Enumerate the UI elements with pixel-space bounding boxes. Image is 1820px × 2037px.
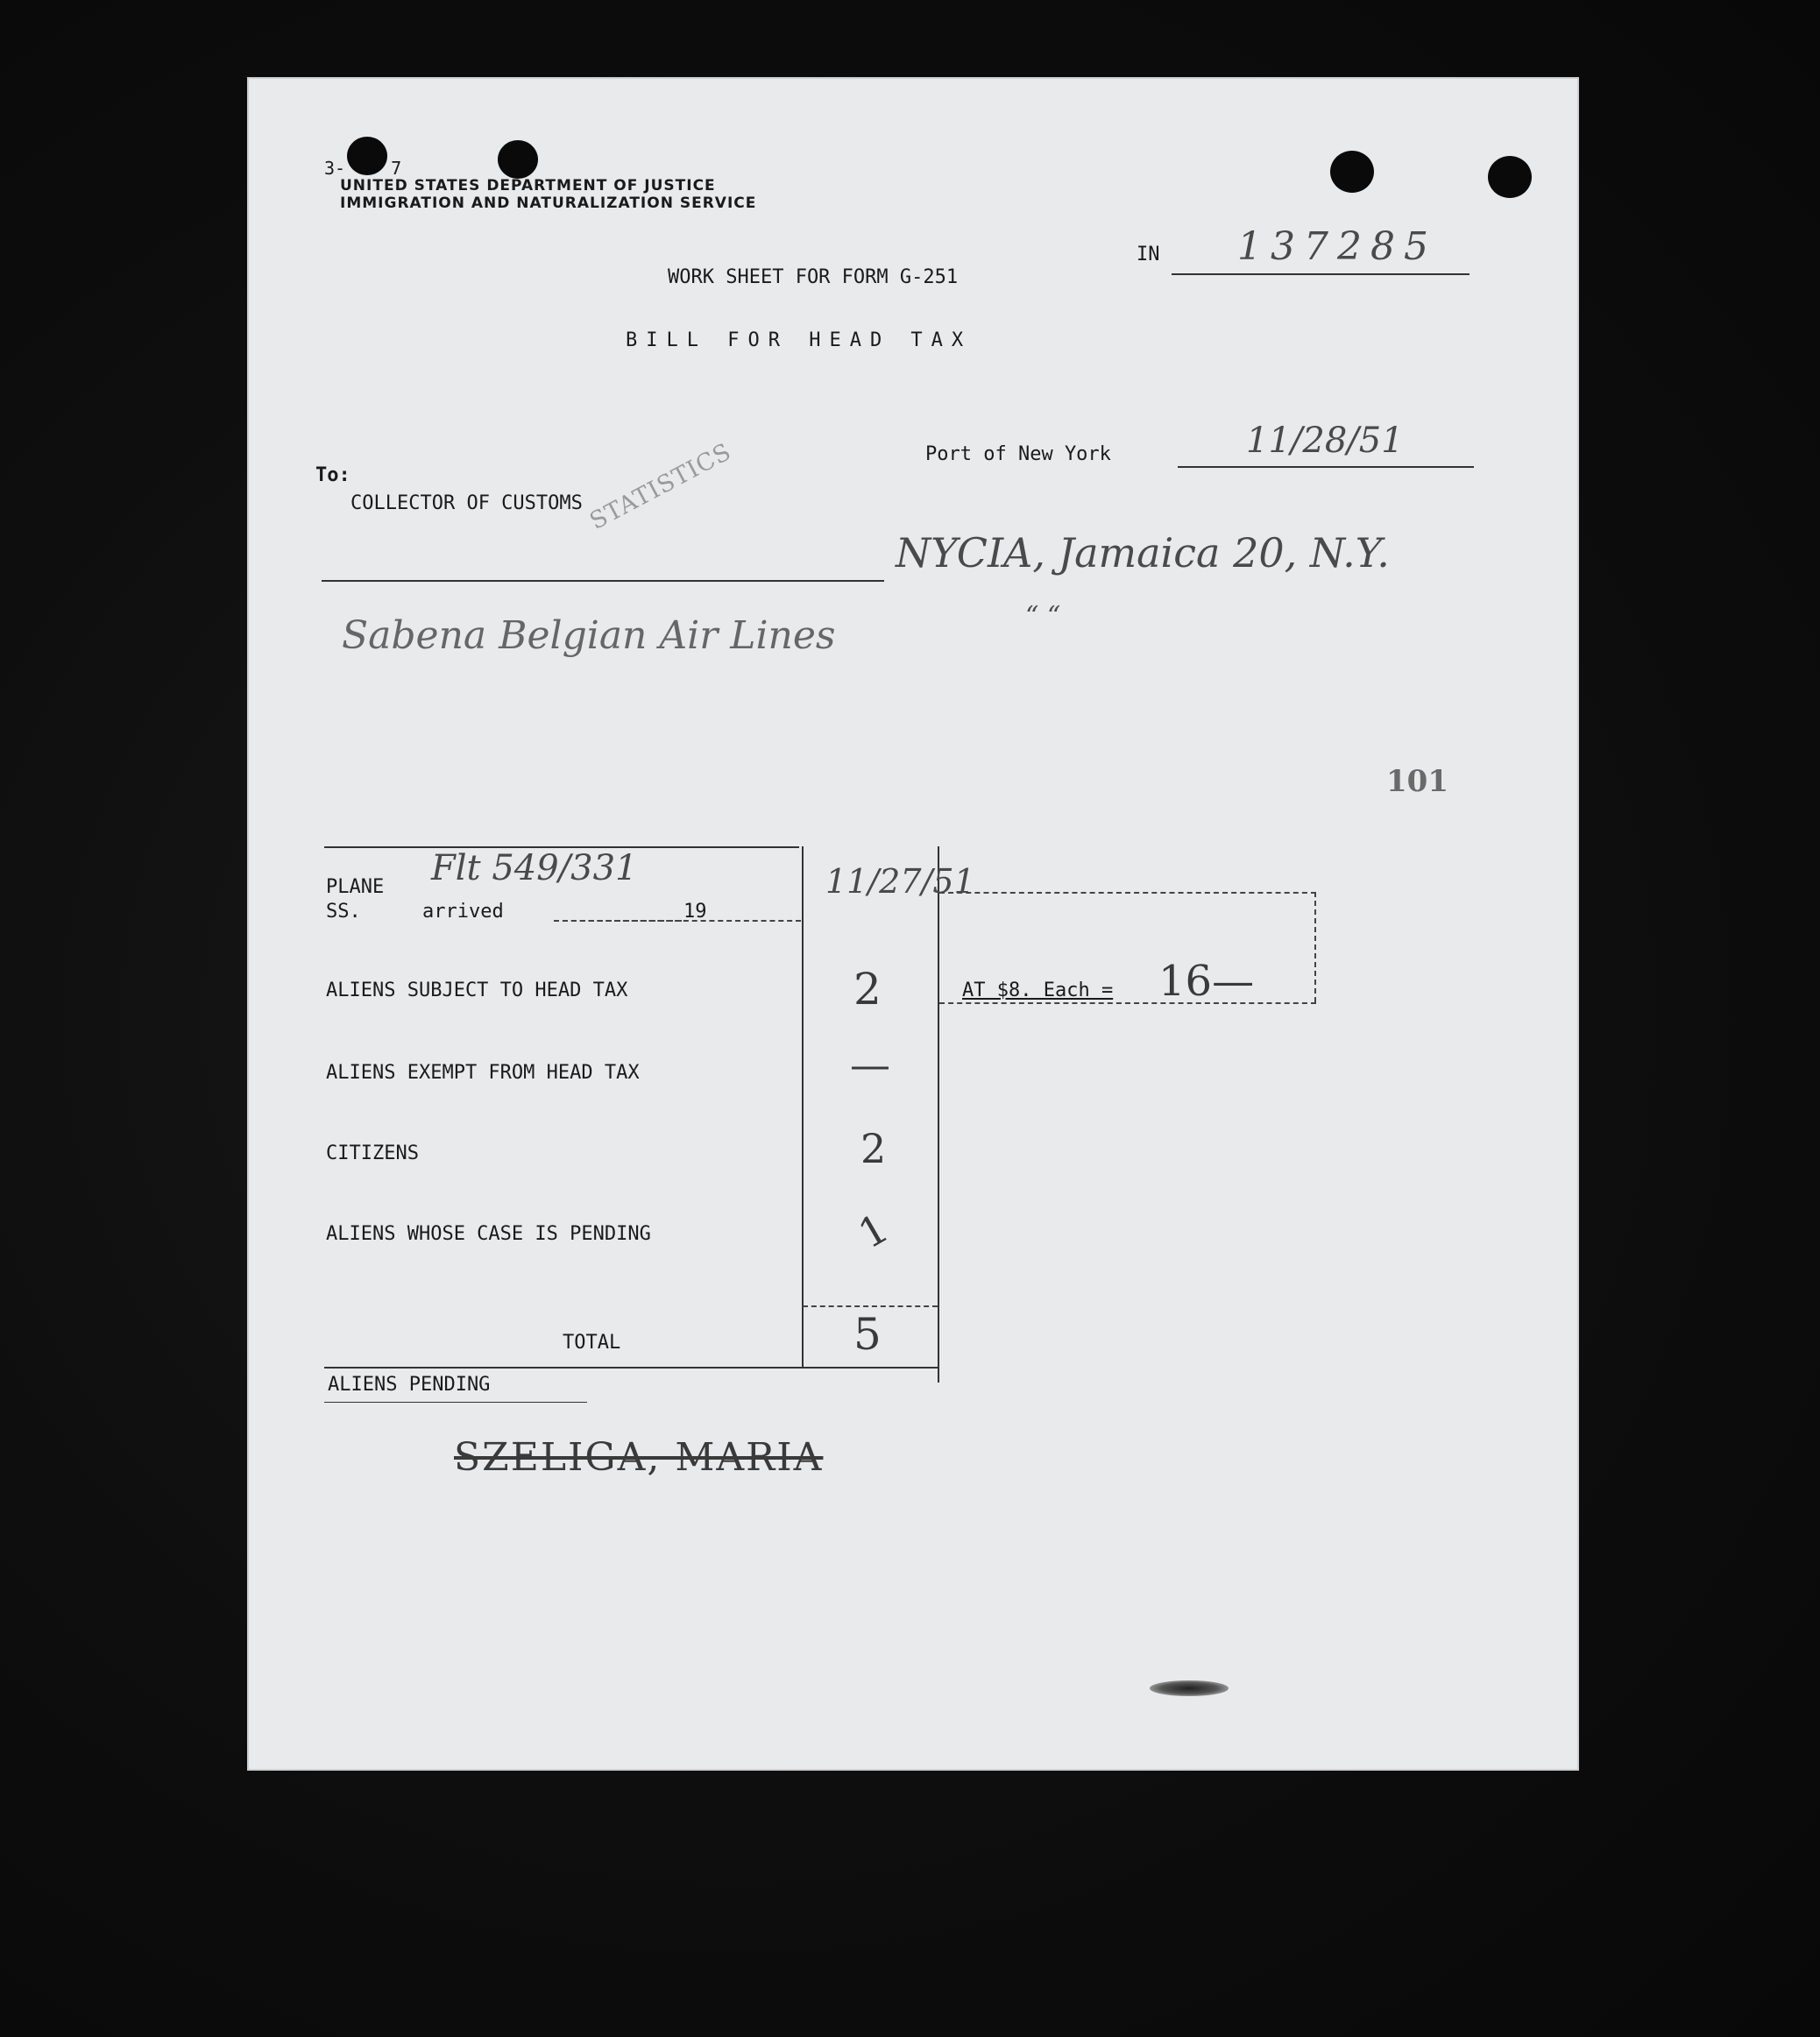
year-prefix: 19 [683,901,707,923]
row-label-exempt: ALIENS EXEMPT FROM HEAD TAX [326,1062,640,1084]
in-number-underline [1172,273,1469,275]
page-number: 101 [1386,764,1448,799]
rate-box-bottom [939,1002,1316,1004]
arrival-date-handwritten: 11/27/51 [825,862,975,901]
punch-hole-right-2 [1488,156,1532,198]
punch-hole-right-1 [1330,151,1374,193]
to-label: To: [315,464,351,486]
rate-box-right [1314,892,1316,1002]
in-number: 137285 [1237,224,1437,269]
agency-line-2: IMMIGRATION AND NATURALIZATION SERVICE [340,195,757,212]
row-label-subject: ALIENS SUBJECT TO HEAD TAX [326,980,628,1001]
port-date: 11/28/51 [1246,421,1404,461]
aliens-pending-label: ALIENS PENDING [328,1374,491,1396]
row-count-pending: 1 [850,1204,896,1258]
statistics-stamp: STATISTICS [585,438,736,535]
bill-title: BILL FOR HEAD TAX [626,329,973,351]
rate-amount: 16— [1158,957,1255,1006]
ink-smudge [1150,1680,1229,1696]
arrived-label: arrived [422,901,504,923]
table-bottom-rule [324,1367,938,1369]
total-top-rule [803,1305,938,1307]
row-count-subject: 2 [853,964,882,1015]
form-code-prefix: 3- [324,158,346,179]
row-label-citizens: CITIZENS [326,1142,419,1164]
aliens-pending-underline [324,1402,587,1403]
plane-label: PLANE [326,876,385,898]
form-code-suffix: 7 [391,158,402,179]
table-left-column-rule [802,846,804,1369]
port-label: Port of New York [925,443,1111,465]
address-line [322,580,884,582]
airline-handwritten: Sabena Belgian Air Lines [342,613,836,658]
collector-label: COLLECTOR OF CUSTOMS [351,492,583,514]
table-right-column-rule [938,846,939,1383]
ss-label: SS. [326,901,361,923]
row-label-pending: ALIENS WHOSE CASE IS PENDING [326,1223,651,1245]
punch-hole-left-2 [498,140,538,179]
rate-text: AT $8. Each = [962,980,1114,1001]
location-handwritten: NYCIA, Jamaica 20, N.Y. [896,529,1390,576]
document-page [247,77,1579,1771]
arrived-date-line [554,920,682,922]
row-count-exempt: — [850,1041,890,1088]
agency-line-1: UNITED STATES DEPARTMENT OF JUSTICE [340,177,716,195]
row-count-citizens: 2 [860,1125,887,1172]
flight-handwritten: Flt 549/331 [431,848,638,888]
total-value: 5 [853,1309,882,1360]
ditto-marks: “ “ [1025,601,1061,632]
rate-box-top [939,892,1316,894]
in-label: IN [1137,244,1160,265]
port-date-underline [1178,466,1474,468]
total-label: TOTAL [563,1332,621,1354]
form-code [324,158,401,179]
pending-name-handwritten: SZELIGA, MARIA [454,1435,824,1480]
worksheet-title: WORK SHEET FOR FORM G-251 [668,266,959,288]
